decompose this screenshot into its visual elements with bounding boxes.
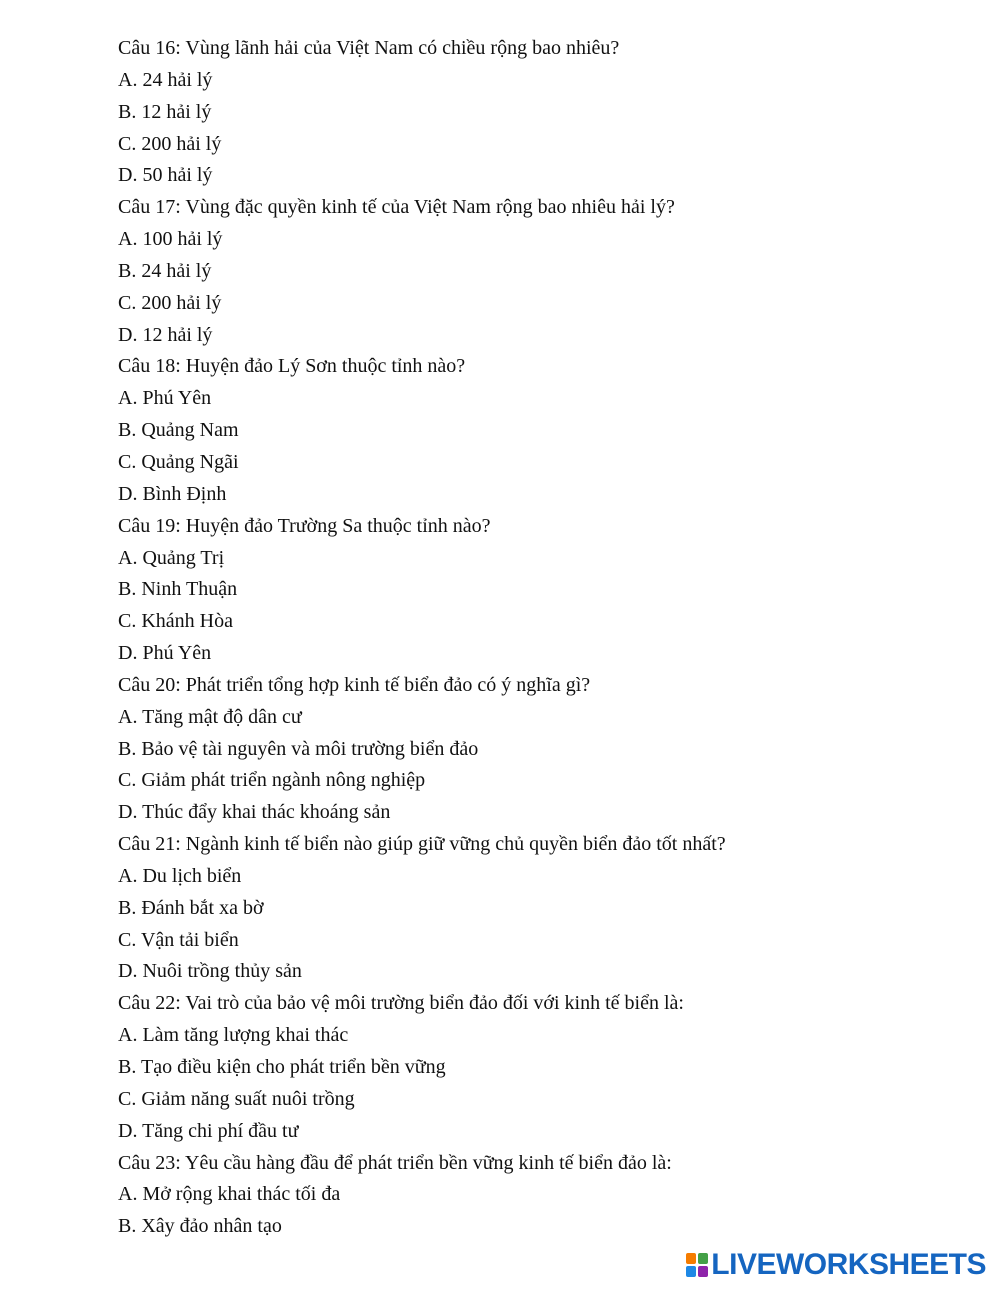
answer-option: B. Xây đảo nhân tạo: [118, 1215, 282, 1238]
answer-option: C. Quảng Ngãi: [118, 450, 239, 473]
question-text: Câu 18: Huyện đảo Lý Sơn thuộc tỉnh nào?: [118, 355, 466, 378]
answer-option: D. Nuôi trồng thủy sản: [118, 960, 302, 983]
answer-option: D. Phú Yên: [118, 642, 212, 665]
answer-option: D. Bình Định: [118, 482, 227, 505]
worksheet-content: [118, 33, 958, 1243]
question-text: Câu 19: Huyện đảo Trường Sa thuộc tỉnh nào?: [118, 514, 491, 537]
answer-option: B. Quảng Nam: [118, 419, 239, 442]
question-text: Câu 16: Vùng lãnh hải của Việt Nam có chiều rộng bao nhiêu?: [118, 37, 620, 59]
answer-option: D. 12 hải lý: [118, 323, 213, 346]
logo-square: [698, 1253, 708, 1264]
answer-option: C. Giảm năng suất nuôi trồng: [118, 1087, 355, 1110]
answer-option: B. 24 hải lý: [118, 259, 212, 282]
answer-option: C. Giảm phát triển ngành nông nghiệp: [118, 769, 426, 792]
answer-option: B. Tạo điều kiện cho phát triển bền vững: [118, 1056, 446, 1078]
answer-option: A. Du lịch biển: [118, 864, 242, 887]
question-text: Câu 17: Vùng đặc quyền kinh tế của Việt Nam rộng bao nhiêu hải lý?: [118, 196, 675, 219]
answer-option: C. Vận tải biển: [118, 928, 239, 951]
answer-option: B. Ninh Thuận: [118, 578, 238, 601]
answer-option: C. Khánh Hòa: [118, 610, 233, 633]
answer-option: B. Đánh bắt xa bờ: [118, 896, 264, 919]
answer-option: C. 200 hải lý: [118, 132, 222, 155]
liveworksheets-logo-icon: [686, 1253, 708, 1277]
answer-option: D. Tăng chi phí đầu tư: [118, 1119, 299, 1142]
answer-option: A. Làm tăng lượng khai thác: [118, 1024, 349, 1047]
brand-text: LIVEWORKSHEETS: [711, 1248, 986, 1281]
answer-option: A. Tăng mật độ dân cư: [118, 705, 302, 728]
answer-option: A. 24 hải lý: [118, 68, 213, 91]
logo-square: [686, 1266, 696, 1277]
answer-option: A. 100 hải lý: [118, 228, 223, 251]
answer-option: D. Thúc đẩy khai thác khoáng sản: [118, 801, 391, 824]
liveworksheets-brand: [686, 1250, 986, 1280]
logo-square: [698, 1266, 708, 1277]
logo-square: [686, 1253, 696, 1264]
answer-option: B. Bảo vệ tài nguyên và môi trường biển đảo: [118, 737, 479, 760]
answer-option: B. 12 hải lý: [118, 100, 212, 123]
question-text: Câu 23: Yêu cầu hàng đầu để phát triển bền vững kinh tế biển đảo là:: [118, 1151, 672, 1174]
answer-option: A. Mở rộng khai thác tối đa: [118, 1183, 341, 1206]
question-text: Câu 20: Phát triển tổng hợp kinh tế biển đảo có ý nghĩa gì?: [118, 673, 591, 696]
question-text: Câu 22: Vai trò của bảo vệ môi trường biển đảo đối với kinh tế biển là:: [118, 992, 684, 1015]
answer-option: A. Phú Yên: [118, 387, 212, 410]
answer-option: D. 50 hải lý: [118, 164, 213, 187]
answer-option: C. 200 hải lý: [118, 291, 222, 314]
question-text: Câu 21: Ngành kinh tế biển nào giúp giữ vững chủ quyền biển đảo tốt nhất?: [118, 833, 726, 856]
answer-option: A. Quảng Trị: [118, 546, 225, 569]
